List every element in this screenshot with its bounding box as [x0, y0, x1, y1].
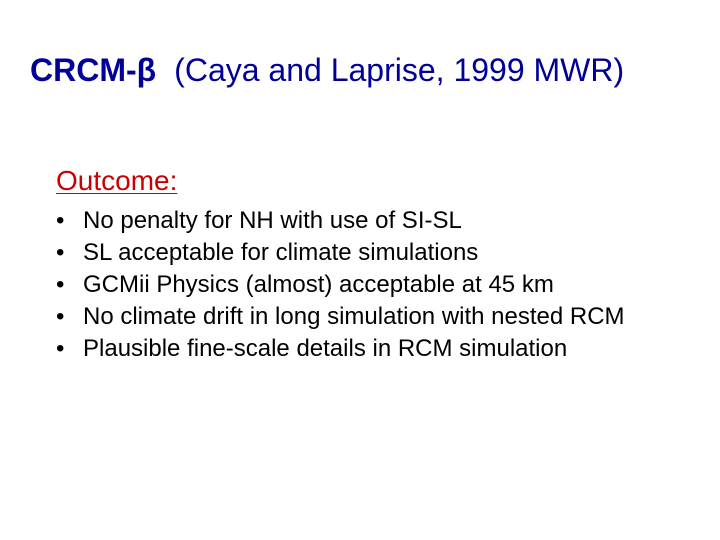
bullet-icon: •	[56, 207, 65, 234]
bullet-icon: •	[56, 303, 65, 330]
bullet-text: SL acceptable for climate simulations	[83, 239, 479, 266]
bullet-item	[56, 302, 696, 332]
bullet-text: No climate drift in long simulation with nested RCM	[83, 303, 625, 330]
bullet-text: GCMii Physics (almost) acceptable at 45 km	[83, 271, 554, 298]
bullet-item	[56, 238, 696, 268]
bullet-item	[56, 270, 696, 300]
outcome-heading: Outcome:	[56, 165, 178, 196]
bullet-text: No penalty for NH with use of SI-SL	[83, 207, 462, 234]
title-reference: (Caya and Laprise, 1999 MWR)	[174, 52, 625, 88]
bullet-item	[56, 206, 696, 236]
slide-title	[30, 50, 710, 90]
title-model-name: CRCM-	[30, 52, 137, 88]
bullet-icon: •	[56, 239, 65, 266]
bullet-item	[56, 334, 696, 364]
bullet-icon: •	[56, 335, 65, 362]
bullet-icon: •	[56, 271, 65, 298]
outcome-bullet-list	[56, 206, 696, 366]
title-beta-symbol: β	[136, 52, 157, 88]
bullet-text: Plausible fine-scale details in RCM simulation	[83, 335, 568, 362]
